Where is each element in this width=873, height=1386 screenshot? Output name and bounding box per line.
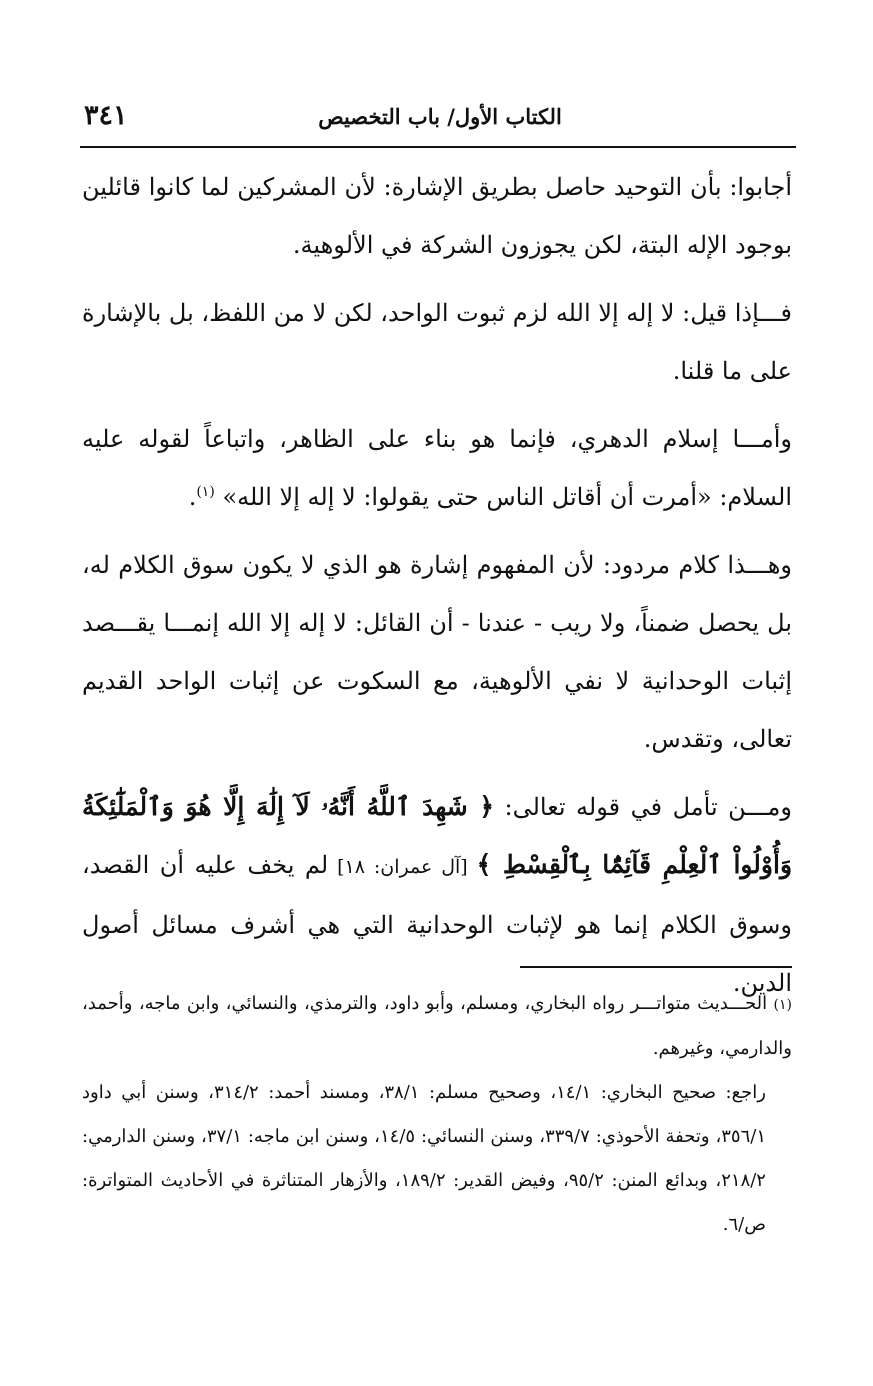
paragraph-5-rest: لم يخف عليه أن القصد، وسوق الكلام إنما هو لإثبات الوحدانية التي هي أشرف مسائل أصول الدين. [82, 851, 792, 997]
footnote-rule [520, 966, 792, 968]
verse-citation: [آل عمران: ١٨] [328, 856, 477, 878]
paragraph-3 [82, 410, 792, 526]
footnote-1 [82, 982, 792, 1071]
main-text [82, 158, 792, 1022]
footnotes [82, 982, 792, 1247]
paragraph-2: فـــإذا قيل: لا إله إلا الله لزم ثبوت الواحد، لكن لا من اللفظ، بل بالإشارة على ما قلنا. [82, 299, 792, 385]
paragraph-3-text: وأمـــا إسلام الدهري، فإنما هو بناء على الظاهر، واتباعاً لقوله عليه السلام: «أمرت أن أقاتل الناس حتى يقولوا: لا إله إلا الله» [82, 425, 792, 511]
paragraph-5-intro: ومـــن تأمل في قوله تعالى: [493, 793, 792, 821]
paragraph-1: أجابوا: بأن التوحيد حاصل بطريق الإشارة: لأن المشركين لما كانوا قائلين بوجود الإله البتة، لكن يجوزون الشركة في الألوهية. [82, 173, 792, 259]
paragraph-4: وهـــذا كلام مردود: لأن المفهوم إشارة هو الذي لا يكون سوق الكلام له، بل يحصل ضمناً، ولا ريب - عندنا - أن القائل: لا إله إلا الله إنمـــا يقـــصد إثبات الوحدانية لا نفي الألوهية، مع السكوت عن إثبات الواحد القديم تعالى، وتقدس. [82, 551, 792, 753]
footnote-1-references: راجع: صحيح البخاري: ١٤/١، وصحيح مسلم: ٣٨/١، ومسند أحمد: ٣١٤/٢، وسنن أبي داود ٣٥٦/١، وتحفة الأحوذي: ٣٣٩/٧، وسنن النسائي: ١٤/٥، وسنن ابن ماجه: ٣٧/١، وسنن الدارمي: ٢١٨/٢، وبدائع المنن: ٩٥/٢، وفيض القدير: ١٨٩/٢، والأزهار المتناثرة في الأحاديث المتواترة: ص/٦. [82, 1082, 767, 1235]
page-number: ٣٤١ [84, 100, 128, 131]
footnote-1-text: الحـــديث متواتـــر رواه البخاري، ومسلم، وأبو داود، والترمذي، والنسائي، وابن ماجه، وأحمد، والدارمي، وغيرهم. [82, 993, 792, 1059]
running-title: الكتاب الأول/ باب التخصيص [318, 104, 562, 129]
footnote-marker: (١) [773, 997, 792, 1013]
quran-verse: ﴿ شَهِدَ ٱللَّهُ أَنَّهُۥ لَآ إِلَٰهَ إِلَّا هُوَ وَٱلْمَلَٰٓئِكَةُ وَأُوْلُواْ ٱلْعِلْمِ قَآئِمًۢا بِٱلْقِسْطِ ﴾ [82, 792, 793, 879]
paragraph-3-end: . [188, 483, 197, 511]
footnote-reference: (١) [196, 484, 215, 500]
page-header [80, 96, 796, 140]
paragraph-5 [82, 778, 792, 1012]
header-rule [80, 146, 796, 148]
